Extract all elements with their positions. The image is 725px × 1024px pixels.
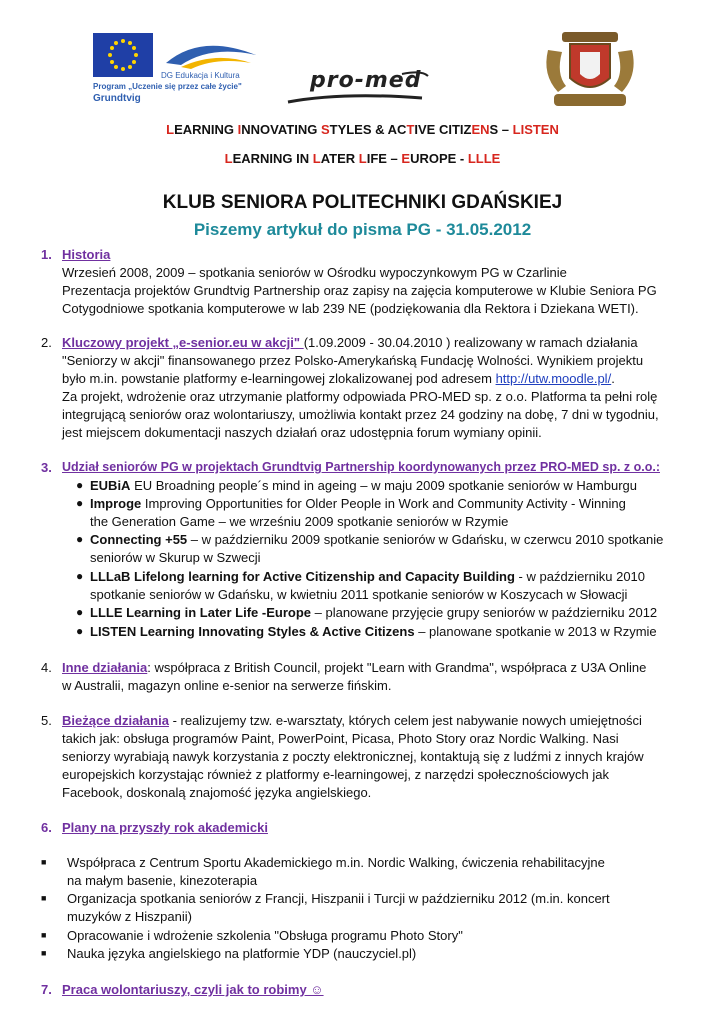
bullet-dot-icon: ● [76, 605, 84, 619]
project-name: EUBiA [90, 478, 131, 493]
section-2-line: "Seniorzy w akcji" finansowanego przez Polsko-Amerykańską Fundację Wolności. Wynikiem projektu [62, 353, 644, 368]
section-5-line: Facebook, doskonalą znajomość języka angielskiego. [62, 785, 372, 800]
plan-item-cont: muzyków z Hiszpanii) [67, 909, 192, 924]
header-text-part: S – [489, 122, 513, 137]
header-text-part: TYLES & AC [329, 122, 407, 137]
project-item-eubia [90, 477, 637, 494]
section-5-line: europejskich korzystając również z platformy e-learningowej, z narzędzi społecznościowych jak [62, 767, 609, 782]
section-3-heading[interactable]: Udział seniorów PG w projektach Grundtvig Partnership koordynowanych przez PRO-MED sp. z o.o.: [62, 460, 660, 474]
section-1-line: Prezentacja projektów Grundtvig Partnership oraz zapisy na zajęcia komputerowe w Klubie Seniora PG [62, 283, 657, 298]
section-5-line1-rest: - realizujemy tzw. e-warsztaty, których celem jest nabywanie nowych umiejętności [168, 713, 642, 728]
section-4-line: w Australii, magazyn online e-senior na serwerze fińskim. [62, 678, 392, 693]
project-desc: – w październiku 2009 spotkanie seniorów w Gdańsku, w czerwcu 2010 spotkanie [187, 532, 664, 547]
section-2-line3-pre: było m.in. powstanie platformy e-learningowej zlokalizowanej pod adresem [62, 371, 496, 386]
section-2-line: Za projekt, wdrożenie oraz utrzymanie platformy odpowiada PRO-MED sp. z o.o. Platforma ta pełni rolę [62, 389, 658, 404]
header-text-part: L [358, 151, 367, 166]
section-2-line: jest miejscem dokumentacji naszych działań oraz udostępnia forum wymiany opinii. [62, 425, 542, 440]
project-name: LLLE Learning in Later Life -Europe [90, 605, 312, 620]
swoosh-icon [161, 41, 261, 71]
eu-logo-line3: Grundtvig [93, 93, 141, 104]
section-2-line1-rest: (1.09.2009 - 30.04.2010 ) realizowany w ramach działania [303, 335, 638, 350]
header-text-part: ATER [320, 151, 359, 166]
project-desc: – planowane spotkanie w 2013 w Rzymie [414, 624, 657, 639]
project-item-improge [90, 495, 626, 512]
project-name: LLLaB Lifelong learning for Active Citizenship and Capacity Building [90, 569, 515, 584]
project-desc-cont: the Generation Game – we wrześniu 2009 spotkanie seniorów w Rzymie [90, 514, 509, 529]
project-item-lllab [90, 568, 645, 585]
section-3-number: 3. [41, 460, 52, 475]
plan-item-cont: na małym basenie, kinezoterapia [67, 873, 258, 888]
section-4-number: 4. [41, 660, 52, 675]
header-text-part: IFE – [366, 151, 402, 166]
header-text-part: L [166, 122, 175, 137]
project-desc: - w październiku 2010 [514, 569, 646, 584]
bullet-dot-icon: ● [76, 624, 84, 638]
square-bullet-icon: ■ [41, 930, 47, 940]
bullet-dot-icon: ● [76, 532, 84, 546]
section-5-heading[interactable]: Bieżące działania [62, 713, 169, 728]
plan-item: Opracowanie i wdrożenie szkolenia "Obsługa programu Photo Story" [67, 928, 463, 943]
header-text-part: IVE CITIZ [414, 122, 472, 137]
project-desc: EU Broadning people´s mind in ageing – w maju 2009 spotkanie seniorów w Hamburgu [130, 478, 638, 493]
header-text-part: EARNING [174, 122, 238, 137]
project-name: Connecting +55 [90, 532, 188, 547]
section-7-heading[interactable]: Praca wolontariuszy, czyli jak to robimy ☺ [62, 982, 324, 997]
header-text-part: EARNING IN [232, 151, 313, 166]
project-desc: – planowane przyjęcie grupy seniorów w październiku 2012 [311, 605, 658, 620]
eu-flag-icon [93, 33, 153, 77]
section-4-heading[interactable]: Inne działania [62, 660, 148, 675]
header-text-part: T [406, 122, 415, 137]
section-1-line: Cotygodniowe spotkania komputerowe w lab 239 NE (podziękowania dla Rektora i Dziekana WETI). [62, 301, 639, 316]
plan-item: Współpraca z Centrum Sportu Akademickiego m.in. Nordic Walking, ćwiczenia rehabilitacyjne [67, 855, 605, 870]
section-7-number: 7. [41, 982, 52, 997]
project-desc-cont: spotkanie seniorów w Gdańsku, w kwietniu 2011 spotkanie seniorów w Koszycach w Słowacji [90, 587, 628, 602]
section-5-first-line [62, 712, 642, 729]
promed-text: pro-med [310, 68, 422, 93]
section-5-line: seniorzy wyrabiają nawyk korzystania z poczty elektronicznej, kontaktują się z ludźmi z innych krajów [62, 749, 644, 764]
eu-logo-line1: DG Edukacja i Kultura [161, 71, 240, 80]
project-name-listen [0, 121, 725, 138]
header-text-part: L [224, 151, 233, 166]
header-text-part: S [320, 122, 330, 137]
section-5-number: 5. [41, 713, 52, 728]
header-text-part: LISTEN [512, 122, 559, 137]
square-bullet-icon: ■ [41, 893, 47, 903]
header-text-part: I [237, 122, 242, 137]
section-1-number: 1. [41, 247, 52, 262]
project-desc-cont: seniorów w Skurup w Szwecji [90, 550, 261, 565]
bullet-dot-icon: ● [76, 478, 84, 492]
bullet-dot-icon: ● [76, 569, 84, 583]
promed-logo [282, 68, 432, 108]
header-text-part: NNOVATING [241, 122, 321, 137]
project-name-llle [0, 150, 725, 167]
section-5-line: takich jak: obsługa programów Paint, PowerPoint, Picasa, Photo Story oraz Nordic Walking. Nasi [62, 731, 619, 746]
section-2-first-line [62, 334, 638, 351]
page-title: KLUB SENIORA POLITECHNIKI GDAŃSKIEJ [162, 192, 563, 213]
page-subtitle: Piszemy artykuł do pisma PG - 31.05.2012 [193, 220, 532, 239]
section-2-line3-post: . [611, 371, 615, 386]
header-text-part: E [401, 151, 411, 166]
eu-grundtvig-logo [93, 33, 263, 113]
project-name: Improge [90, 496, 142, 511]
eu-logo-line2: Program „Uczenie się przez całe życie" [93, 82, 242, 91]
section-4-first-line [62, 659, 646, 676]
project-desc: Improving Opportunities for Older People in Work and Community Activity - Winning [141, 496, 626, 511]
section-6-number: 6. [41, 820, 52, 835]
politechnika-emblem [540, 30, 640, 112]
section-2-link-line [62, 370, 615, 387]
square-bullet-icon: ■ [41, 948, 47, 958]
header-text-part: LLLE [467, 151, 501, 166]
header-text-part: UROPE - [410, 151, 468, 166]
project-item-connecting [90, 531, 663, 548]
moodle-link[interactable]: http://utw.moodle.pl/ [495, 371, 612, 386]
section-4-line1-rest: : współpraca z British Council, projekt "Learn with Grandma", współpraca z U3A Online [147, 660, 647, 675]
project-item-llle [90, 604, 657, 621]
section-2-number: 2. [41, 335, 52, 350]
section-1-heading[interactable]: Historia [62, 247, 111, 262]
header-text-part: L [312, 151, 321, 166]
section-1-line: Wrzesień 2008, 2009 – spotkania seniorów w Ośrodku wypoczynkowym PG w Czarlinie [62, 265, 567, 280]
project-item-listen [90, 623, 657, 640]
plan-item: Nauka języka angielskiego na platformie YDP (nauczyciel.pl) [67, 946, 417, 961]
section-6-heading[interactable]: Plany na przyszły rok akademicki [62, 820, 268, 835]
crest-icon [540, 30, 640, 112]
section-2-heading[interactable]: Kluczowy projekt „e-senior.eu w akcji" [62, 335, 304, 350]
bullet-dot-icon: ● [76, 496, 84, 510]
square-bullet-icon: ■ [41, 857, 47, 867]
project-name: LISTEN Learning Innovating Styles & Active Citizens [90, 624, 415, 639]
plan-item: Organizacja spotkania seniorów z Francji, Hiszpanii i Turcji w październiku 2012 (m.in. koncert [67, 891, 610, 906]
header-text-part: EN [471, 122, 490, 137]
section-2-line: integrującą seniorów oraz wolontariuszy, umożliwia kontakt przez 24 godziny na dobę, 7 dni w tygodniu, [62, 407, 659, 422]
